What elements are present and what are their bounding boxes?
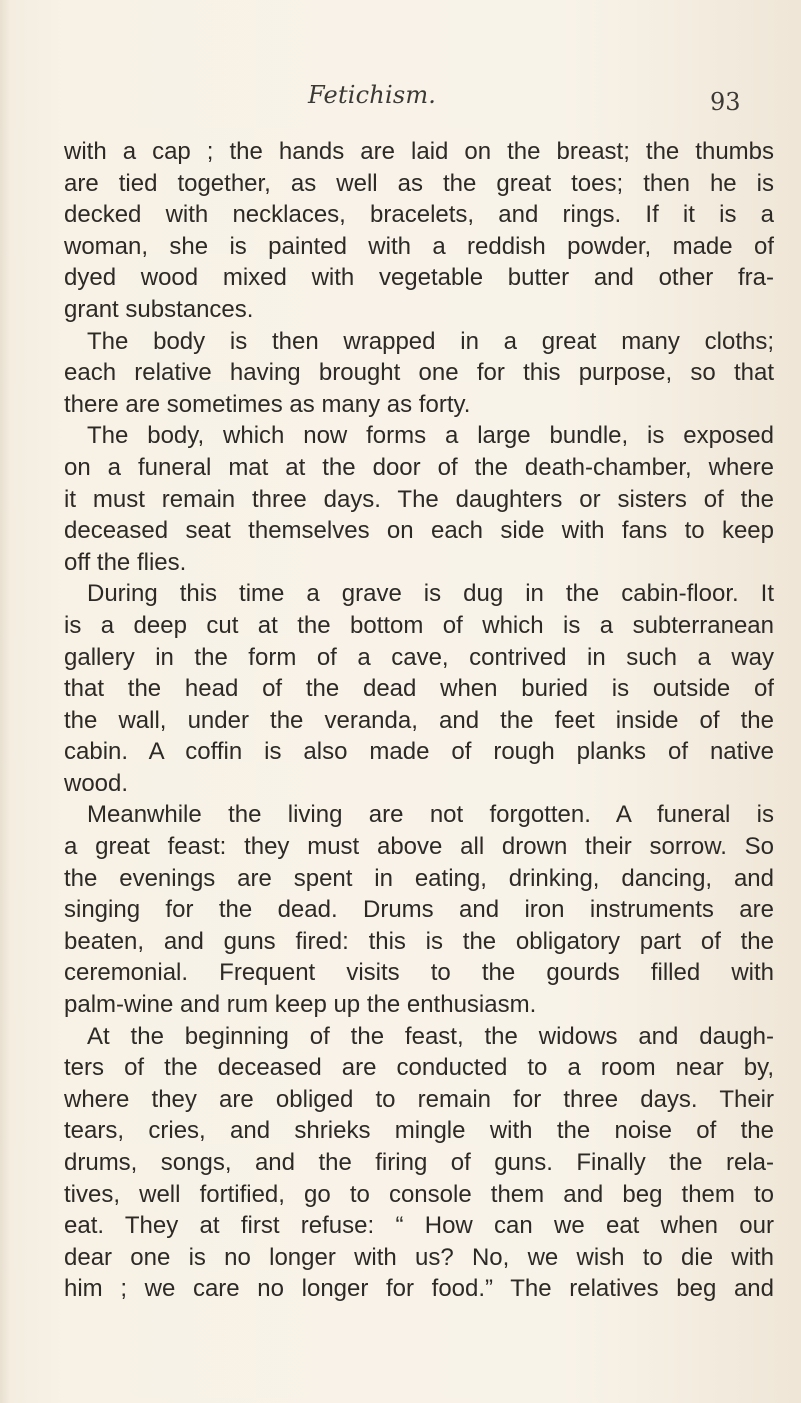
text-line: During this time a grave is dug in the cabin-floor. It — [87, 580, 774, 608]
text-line: grant substances. — [64, 295, 254, 323]
text-line: dyed wood mixed with vegetable butter and other fra- — [64, 264, 774, 292]
text-line: tives, well fortified, go to console them and beg them to — [64, 1180, 774, 1208]
text-line: decked with necklaces, bracelets, and rings. If it is a — [64, 201, 774, 229]
text-line: woman, she is painted with a reddish powder, made of — [64, 232, 774, 260]
text-line: beaten, and guns fired: this is the obligatory part of the — [64, 927, 774, 955]
text-line: the evenings are spent in eating, drinking, dancing, and — [64, 864, 774, 892]
text-line: ceremonial. Frequent visits to the gourds filled with — [64, 959, 774, 987]
text-line: off the flies. — [64, 548, 187, 576]
text-line: there are sometimes as many as forty. — [64, 390, 471, 418]
text-line: the wall, under the veranda, and the feet inside of the — [64, 706, 774, 734]
body-text — [64, 136, 774, 1305]
text-line: him ; we care no longer for food.” The relatives beg and — [64, 1275, 774, 1303]
text-line: deceased seat themselves on each side with fans to keep — [64, 517, 774, 545]
text-line: with a cap ; the hands are laid on the breast; the thumbs — [64, 138, 774, 165]
text-line: where they are obliged to remain for three days. Their — [64, 1085, 774, 1113]
text-line: gallery in the form of a cave, contrived in such a way — [64, 643, 774, 671]
text-line: dear one is no longer with us? No, we wish to die with — [64, 1243, 774, 1271]
text-line: eat. They at first refuse: “ How can we eat when our — [64, 1212, 774, 1240]
text-line: it must remain three days. The daughters or sisters of the — [64, 485, 774, 513]
text-line: tears, cries, and shrieks mingle with the noise of the — [64, 1117, 774, 1145]
running-head — [0, 81, 801, 116]
text-line: cabin. A coffin is also made of rough planks of native — [64, 738, 774, 766]
text-line: ters of the deceased are conducted to a room near by, — [64, 1054, 774, 1082]
text-line: are tied together, as well as the great toes; then he is — [64, 169, 774, 197]
text-line: on a funeral mat at the door of the death-chamber, where — [64, 453, 774, 481]
text-line: wood. — [64, 769, 129, 797]
text-line: drums, songs, and the firing of guns. Finally the rela- — [64, 1149, 774, 1176]
text-line: The body, which now forms a large bundle, is exposed — [87, 422, 774, 450]
page-number: 93 — [710, 88, 741, 116]
text-line: is a deep cut at the bottom of which is a subterranean — [64, 611, 774, 639]
text-line: Meanwhile the living are not forgotten. A funeral is — [87, 801, 774, 829]
running-title: Fetichism. — [308, 81, 437, 109]
text-line: that the head of the dead when buried is outside of — [64, 675, 774, 703]
text-line: each relative having brought one for this purpose, so that — [64, 359, 774, 387]
text-line: singing for the dead. Drums and iron instruments are — [64, 896, 774, 924]
text-line: palm-wine and rum keep up the enthusiasm. — [64, 991, 537, 1019]
text-line: a great feast: they must above all drown their sorrow. So — [64, 833, 774, 861]
text-line: The body is then wrapped in a great many cloths; — [87, 327, 774, 355]
text-line: At the beginning of the feast, the widows and daugh- — [87, 1022, 774, 1050]
page-gutter-shadow — [0, 0, 10, 1403]
